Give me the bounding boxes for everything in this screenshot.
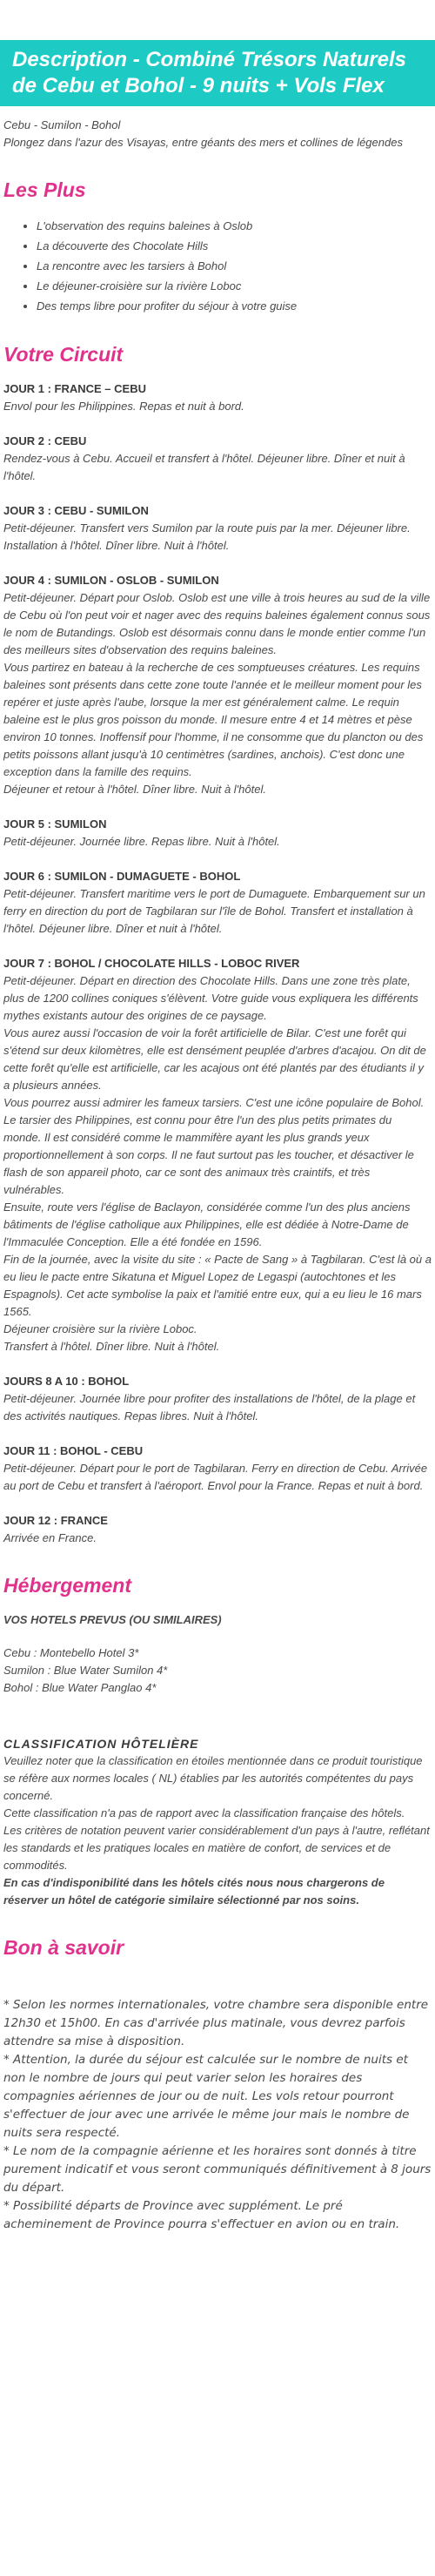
day-title: JOUR 6 : SUMILON - DUMAGUETE - BOHOL — [3, 870, 241, 883]
page-title: Description - Combiné Trésors Naturels de Cebu et Bohol - 9 nuits + Vols Flex — [0, 40, 435, 106]
classification-text: Veuillez noter que la classification en étoiles mentionnée dans ce produit touristique se réfère aux normes locales ( NL) établies par les autorités compétentes du pays concerné. — [3, 1754, 423, 1802]
classification-text: Les critères de notation peuvent varier considérablement d'un pays à l'autre, reflétant les standards et les pratiques locales en matière de confort, de services et de commodités. — [3, 1824, 430, 1872]
hebergement-heading: Hébergement — [3, 1574, 131, 1597]
list-item: • Des temps libre pour profiter du séjour à votre guise — [37, 296, 432, 316]
intro — [3, 117, 432, 151]
day-text: Vous pourrez aussi admirer les fameux tarsiers. C'est une icône populaire de Bohol. Le tarsier des Philippines, est connu pour être l'un des plus petits primates du monde. Il est considéré comme le mammifère ayant les plus grands yeux proportionnellement à son corps. Il ne faut surtout pas les toucher, et désactiver le flash de son appareil photo, car ce sont des animaux très craintifs, et très vulnérables. — [3, 1096, 425, 1196]
intro-route: Cebu - Sumilon - Bohol — [3, 118, 121, 131]
day-text: Déjeuner croisière sur la rivière Loboc. — [3, 1322, 197, 1335]
day-block — [3, 433, 432, 485]
day-text: Vous aurez aussi l'occasion de voir la forêt artificielle de Bilar. C'est une forêt qui s'étend sur deux kilomètres, elle est densément peuplée d'arbres d'acajou. On dit de cette forêt qu'elle est artificielle, car les acajous ont été plantés par des étudiants il y a plusieurs années. — [3, 1026, 426, 1092]
day-block — [3, 502, 432, 555]
circuit-days — [3, 380, 432, 1547]
list-item: • L'observation des requins baleines à Oslob — [37, 216, 432, 236]
list-item: Cebu : Montebello Hotel 3* — [3, 1646, 139, 1659]
day-title: JOUR 11 : BOHOL - CEBU — [3, 1444, 144, 1457]
plus-heading: Les Plus — [3, 178, 86, 201]
day-text: Fin de la journée, avec la visite du site : « Pacte de Sang » à Tagbilaran. C'est là où a eu lieu le pacte entre Sikatuna et Miguel Lopez de Legaspi (autochtones et les Espagnols). Cet acte symbolise la paix et l'amitié entre eux, qui a eu lieu le 16 mars 1565. — [3, 1253, 432, 1318]
day-block — [3, 868, 432, 938]
day-text: Arrivée en France. — [3, 1531, 97, 1544]
note: * Attention, la durée du séjour est calculée sur le nombre de nuits et non le nombre de jours qui peut varier selon les horaires des compagnies aériennes de jour ou de nuit. Les vols retour pourront s'effectuer de jour avec une arrivée le même jour mais le nombre de nuits sera respecté. — [3, 2053, 410, 2140]
day-text: Transfert à l'hôtel. Dîner libre. Nuit à l'hôtel. — [3, 1340, 220, 1353]
circuit-heading: Votre Circuit — [3, 343, 124, 366]
day-title: JOUR 3 : CEBU - SUMILON — [3, 504, 149, 517]
content — [0, 117, 435, 2234]
bon-a-savoir-heading: Bon à savoir — [3, 1936, 124, 1959]
day-text: Petit-déjeuner. Départ pour Oslob. Oslob est une ville à trois heures au sud de la ville de Cebu où l'on peut voir et nager avec des requins baleines également connus sous le nom de Butandings. Oslob est désormais connu dans le monde entier comme l'un des meilleurs sites d'observation des requins baleines. — [3, 591, 431, 656]
day-text: Petit-déjeuner. Transfert maritime vers le port de Dumaguete. Embarquement sur un ferry en direction du port de Tagbilaran sur l'île de Bohol. Transfert et installation à l'hôtel. Déjeuner libre. Dîner et nuit à l'hôtel. — [3, 887, 425, 935]
day-text: Ensuite, route vers l'église de Baclayon, considérée comme l'un des plus anciens bâtiments de l'église catholique aux Philippines, elle est dédiée à Notre-Dame de l'Immaculée Conception. Elle a été fondée en 1596. — [3, 1201, 411, 1248]
day-text: Petit-déjeuner. Journée libre pour profiter des installations de l'hôtel, de la plage et des activités nautiques. Repas libres. Nuit à l'hôtel. — [3, 1392, 416, 1423]
classification-body — [3, 1752, 432, 1909]
hotels-list — [3, 1644, 432, 1697]
list-item: Bohol : Blue Water Panglao 4* — [3, 1681, 157, 1694]
classification-note: En cas d'indisponibilité dans les hôtels cités nous nous chargerons de réserver un hôtel de catégorie similaire sélectionné par nos soins. — [3, 1876, 385, 1907]
day-block — [3, 816, 432, 851]
classification-text: Cette classification n'a pas de rapport avec la classification française des hôtels. — [3, 1806, 405, 1819]
day-text: Rendez-vous à Cebu. Accueil et transfert à l'hôtel. Déjeuner libre. Dîner et nuit à l'hôtel. — [3, 452, 405, 482]
intro-tagline: Plongez dans l'azur des Visayas, entre géants des mers et collines de légendes — [3, 136, 403, 149]
note: * Possibilité départs de Province avec supplément. Le pré acheminement de Province pourra s'effectuer en avion ou en train. — [3, 2199, 400, 2231]
day-title: JOUR 5 : SUMILON — [3, 817, 107, 831]
day-block — [3, 955, 432, 1355]
day-title: JOUR 12 : FRANCE — [3, 1514, 108, 1527]
day-text: Petit-déjeuner. Départ en direction des Chocolate Hills. Dans une zone très plate, plus de 1200 collines coniques s'élèvent. Votre guide vous expliquera les différents mythes existants autour des origines de ce paysage. — [3, 974, 418, 1022]
day-title: JOUR 4 : SUMILON - OSLOB - SUMILON — [3, 574, 219, 587]
day-text: Envol pour les Philippines. Repas et nuit à bord. — [3, 400, 244, 413]
list-item: Sumilon : Blue Water Sumilon 4* — [3, 1664, 168, 1677]
day-block — [3, 380, 432, 415]
day-text: Petit-déjeuner. Journée libre. Repas libre. Nuit à l'hôtel. — [3, 835, 280, 848]
day-title: JOUR 7 : BOHOL / CHOCOLATE HILLS - LOBOC RIVER — [3, 957, 300, 970]
day-block — [3, 1512, 432, 1547]
day-text: Déjeuner et retour à l'hôtel. Dîner libre. Nuit à l'hôtel. — [3, 783, 266, 796]
day-text: Petit-déjeuner. Transfert vers Sumilon par la route puis par la mer. Déjeuner libre. Installation à l'hôtel. Dîner libre. Nuit à l'hôtel. — [3, 521, 411, 552]
list-item: • Le déjeuner-croisière sur la rivière Loboc — [37, 276, 432, 296]
note: * Selon les normes internationales, votre chambre sera disponible entre 12h30 et 15h00. En cas d'arrivée plus matinale, vous devrez parfois attendre sa mise à disposition. — [3, 1998, 429, 2048]
list-item: • La rencontre avec les tarsiers à Bohol — [37, 256, 432, 276]
list-item: • La découverte des Chocolate Hills — [37, 236, 432, 256]
bon-a-savoir-notes — [3, 1996, 432, 2234]
day-block — [3, 1373, 432, 1425]
day-title: JOUR 2 : CEBU — [3, 434, 87, 447]
day-block — [3, 1443, 432, 1495]
day-block — [3, 572, 432, 798]
day-text: Vous partirez en bateau à la recherche de ces somptueuses créatures. Les requins baleines sont présents dans cette zone toute l'année et le meilleur moment pour les repérer et juste après l'aube, lorsque la mer est généralement calme. Le requin baleine est le plus gros poisson du monde. Il mesure entre 4 et 14 mètres et pèse environ 10 tonnes. Inoffensif pour l'homme, il ne consomme que du plancton ou des petits poissons allant jusqu'à 10 centimètres (sardines, anchois). C'est donc une exception dans la famille des requins. — [3, 661, 424, 778]
day-text: Petit-déjeuner. Départ pour le port de Tagbilaran. Ferry en direction de Cebu. Arrivée au port de Cebu et transfert à l'aéroport. Envol pour la France. Repas et nuit à bord. — [3, 1462, 428, 1492]
hotels-subheading: VOS HOTELS PREVUS (OU SIMILAIRES) — [3, 1613, 222, 1626]
day-title: JOUR 1 : FRANCE – CEBU — [3, 382, 146, 395]
classification-title: CLASSIFICATION HÔTELIÈRE — [3, 1737, 199, 1751]
plus-list — [3, 216, 432, 316]
note: * Le nom de la compagnie aérienne et les horaires sont donnés à titre purement indicatif et vous seront communiqués définitivement à 8 jours du départ. — [3, 2144, 432, 2195]
day-title: JOURS 8 A 10 : BOHOL — [3, 1375, 130, 1388]
